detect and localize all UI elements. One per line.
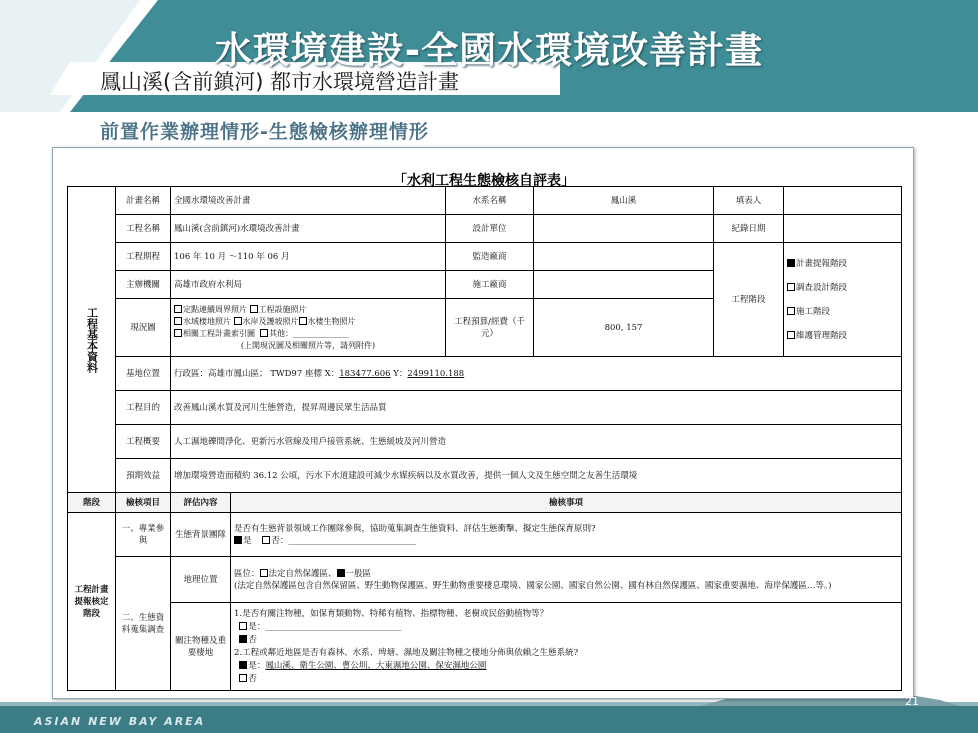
stage-option[interactable]: 計畫提報階段	[787, 252, 898, 276]
table-header-row	[68, 493, 902, 513]
overview-label: 工程概要	[116, 425, 171, 459]
q4-yes-option[interactable]: 是：	[239, 661, 265, 671]
record-date-value	[784, 215, 902, 243]
table-row	[68, 557, 902, 603]
table-row	[68, 425, 902, 459]
site-label: 基地位置	[116, 357, 171, 391]
agency-value: 高雄市政府水利局	[171, 271, 446, 299]
checkbox-icon	[174, 329, 182, 337]
table-row	[68, 215, 902, 243]
period-value: 106 年 10 月 ～110 年 06 月	[171, 243, 446, 271]
water-name-value: 鳳山溪	[534, 187, 714, 215]
purpose-value: 改善鳳山溪水質及河川生態營造，提昇周邊民眾生活品質	[171, 391, 902, 425]
evaluation-table	[67, 186, 902, 691]
table-row	[68, 513, 902, 557]
checkbox-icon	[260, 329, 268, 337]
plan-name-value: 全國水環境改善計畫	[171, 187, 446, 215]
checkbox-icon	[299, 317, 307, 325]
species-cell: 1.是否有關注物種，如保育類動物、特稀有植物、指標物種、老樹或民俗動植物等？ 是：________________________________ 否 2.工程或鄰近地區是否有森林、水系、埤塘、濕地及關注物種之棲地分佈與依賴之生態系統? 是：鳳山溪、衛生公園、曹公圳、大東濕地公園、保安濕地公園 否	[231, 603, 902, 691]
q3-text: 1.是否有關注物種，如保育類動物、特稀有植物、指標物種、老樹或民俗動植物等？	[234, 608, 549, 619]
record-date-label: 紀錄日期	[714, 215, 784, 243]
period-label: 工程期程	[116, 243, 171, 271]
geo-opt-general[interactable]: 一般區	[337, 569, 372, 579]
basic-group-label: 工程基本資料	[68, 187, 116, 493]
supervisor-label: 監造廠商	[446, 243, 534, 271]
checkbox-icon	[260, 569, 268, 577]
contractor-value	[534, 271, 714, 299]
col-matters: 檢核事項	[231, 493, 902, 513]
table-row	[68, 357, 902, 391]
status-options: 定點連續周界照片 工程設施照片 水域棲地照片 水岸及護坡照片 水棲生物照片 相關工程計畫索引圖 其他：______________ (上開現況圖及相關照片等，請列附件)	[171, 299, 446, 357]
status-option[interactable]: 相關工程計畫索引圖	[174, 329, 255, 338]
site-y: 2499110.188	[407, 368, 465, 379]
table-row	[68, 603, 902, 691]
document-image	[52, 147, 914, 699]
design-unit-value	[534, 215, 714, 243]
eval-species: 關注物種及重要棲地	[171, 603, 231, 691]
status-option[interactable]: 水岸及護坡照片	[234, 317, 299, 326]
design-unit-label: 設計單位	[446, 215, 534, 243]
benefit-label: 預期效益	[116, 459, 171, 493]
q1-yes-option[interactable]: 是	[234, 536, 252, 546]
status-option[interactable]: 水棲生物照片	[299, 317, 356, 326]
checkbox-checked-icon	[239, 661, 247, 669]
checkbox-icon	[174, 305, 182, 313]
site-x: 183477.606	[339, 368, 391, 379]
eval-geo: 地理位置	[171, 557, 231, 603]
overview-value: 人工濕地礫間淨化、更新污水管線及用戶接管系統、生態緩坡及河川營造	[171, 425, 902, 459]
page-number: 21	[905, 695, 919, 708]
stage-option[interactable]: 施工階段	[787, 300, 898, 324]
plan-name-label: 計畫名稱	[116, 187, 171, 215]
section-heading: 前置作業辦理情形-生態檢核辦理情形	[100, 121, 429, 143]
project-name-value: 鳳山溪(含前鎮河)水環境改善計畫	[171, 215, 446, 243]
geo-note: (法定自然保護區包含自然保留區、野生動物保護區、野生動物重要棲息環境、國家公園、國家自然公園、國有林自然保護區、國家重要濕地、海岸保護區…等。)	[234, 580, 832, 591]
status-note: (上開現況圖及相關照片等，請列附件)	[240, 340, 376, 350]
benefit-value: 增加環境營造面積約 36.12 公頃，污水下水道建設可減少水媒疾病以及水質改善，提供一個人文及生態空間之友善生活環境	[171, 459, 902, 493]
q3-no-option[interactable]: 否	[239, 635, 257, 645]
stage-option[interactable]: 維護管理階段	[787, 324, 898, 348]
checkbox-checked-icon	[234, 536, 242, 544]
project-name-label: 工程名稱	[116, 215, 171, 243]
table-row	[68, 187, 902, 215]
checkbox-checked-icon	[337, 569, 345, 577]
geo-opt-protected[interactable]: 法定自然保護區、	[260, 569, 337, 579]
purpose-label: 工程目的	[116, 391, 171, 425]
table-row	[68, 391, 902, 425]
q4-yes-detail: 鳳山溪、衛生公園、曹公圳、大東濕地公園、保安濕地公園	[265, 660, 487, 671]
table-row	[68, 243, 902, 271]
col-item: 檢核項目	[116, 493, 171, 513]
checkbox-checked-icon	[239, 635, 247, 643]
stage-label: 工程階段	[714, 243, 784, 357]
stage-options	[784, 243, 902, 357]
filler-label: 填表人	[714, 187, 784, 215]
status-option[interactable]: 水域棲地照片	[174, 317, 231, 326]
checkbox-checked-icon	[787, 259, 795, 267]
checkbox-icon	[787, 307, 795, 315]
status-option[interactable]: 定點連續周界照片	[174, 305, 247, 314]
agency-label: 主辦機關	[116, 271, 171, 299]
checkbox-icon	[787, 331, 795, 339]
item-data-survey: 二、生態資料蒐集調查	[116, 557, 171, 691]
q1-no-option[interactable]: 否：	[262, 536, 288, 546]
q4-text: 2.工程或鄰近地區是否有森林、水系、埤塘、濕地及關注物種之棲地分佈與依賴之生態系統?	[234, 647, 579, 658]
water-name-label: 水系名稱	[446, 187, 534, 215]
q4-no-option[interactable]: 否	[239, 674, 257, 684]
filler-value	[784, 187, 902, 215]
slide-title: 水環境建設-全國水環境改善計畫	[214, 29, 764, 72]
q3-yes-option[interactable]: 是：	[239, 622, 265, 632]
footer-logo: ASIAN NEW BAY AREA	[34, 715, 206, 728]
item-professional: 一、專業參與	[116, 513, 171, 557]
checkbox-icon	[262, 536, 270, 544]
budget-value: 800, 157	[534, 299, 714, 357]
status-label: 現況圖	[116, 299, 171, 357]
stage-name: 工程計畫提報核定階段	[68, 513, 116, 691]
form-title: 「水利工程生態檢核自評表」	[393, 173, 575, 189]
slide-subtitle: 鳳山溪(含前鎮河) 都市水環境營造計畫	[100, 70, 460, 94]
checkbox-icon	[239, 674, 247, 682]
contractor-label: 施工廠商	[446, 271, 534, 299]
table-row	[68, 459, 902, 493]
geo-cell: 區位： 法定自然保護區、 一般區 (法定自然保護區包含自然保留區、野生動物保護區、野生動物重要棲息環境、國家公園、國家自然公園、國有林自然保護區、國家重要濕地、海岸保護區…等。)	[231, 557, 902, 603]
eval-eco-team: 生態背景團隊	[171, 513, 231, 557]
checkbox-icon	[250, 305, 258, 313]
status-option[interactable]: 工程設施照片	[250, 305, 307, 314]
checkbox-icon	[174, 317, 182, 325]
checkbox-icon	[787, 283, 795, 291]
site-value: 行政區：高雄市鳳山區； TWD97 座標 X：183477.606 Y：2499110.188	[171, 357, 902, 391]
stage-option[interactable]: 調查設計階段	[787, 276, 898, 300]
col-stage: 階段	[68, 493, 116, 513]
col-eval: 評估內容	[171, 493, 231, 513]
supervisor-value	[534, 243, 714, 271]
status-option[interactable]: 其他：	[260, 329, 293, 338]
budget-label: 工程預算/經費（千元）	[446, 299, 534, 357]
q1-cell: 是否有生態背景領域工作團隊參與，協助蒐集調查生態資料、評估生態衝擊、擬定生態保育原則? 是 否：______________________________	[231, 513, 902, 557]
q1-text: 是否有生態背景領域工作團隊參與，協助蒐集調查生態資料、評估生態衝擊、擬定生態保育原則?	[234, 523, 596, 534]
checkbox-icon	[239, 622, 247, 630]
checkbox-icon	[234, 317, 242, 325]
